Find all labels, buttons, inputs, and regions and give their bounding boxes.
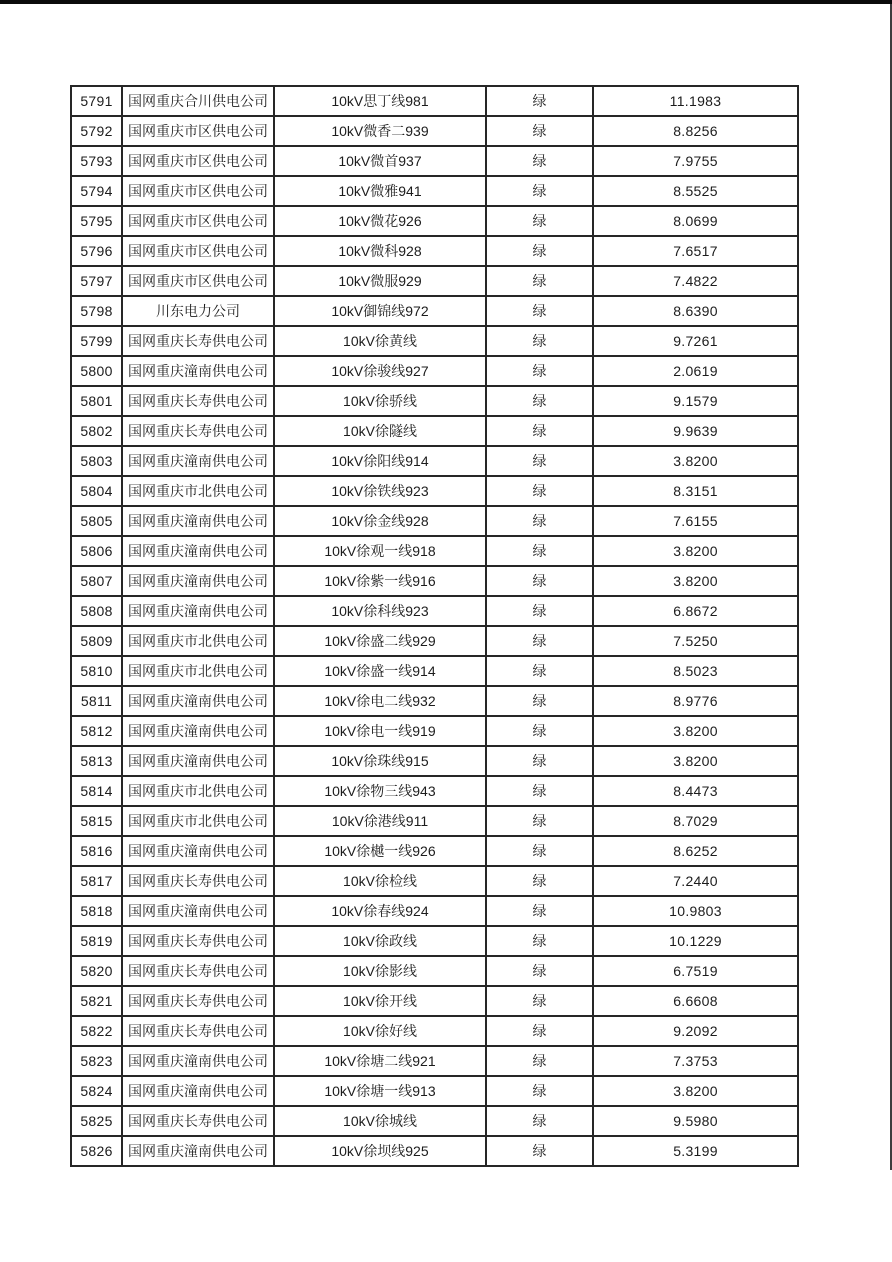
row-no-cell: 5812	[71, 716, 122, 746]
line-name-cell: 10kV徐港线911	[274, 806, 486, 836]
row-no-cell: 5805	[71, 506, 122, 536]
value-cell: 9.9639	[593, 416, 798, 446]
value-cell: 6.7519	[593, 956, 798, 986]
status-cell: 绿	[486, 656, 593, 686]
page-top-border-bar	[0, 0, 892, 4]
status-cell: 绿	[486, 1106, 593, 1136]
line-name-cell: 10kV徐骏线927	[274, 356, 486, 386]
company-cell: 国网重庆市区供电公司	[122, 176, 274, 206]
value-cell: 9.2092	[593, 1016, 798, 1046]
line-name-cell: 10kV徐紫一线916	[274, 566, 486, 596]
company-cell: 国网重庆市北供电公司	[122, 656, 274, 686]
company-cell: 国网重庆潼南供电公司	[122, 1076, 274, 1106]
status-cell: 绿	[486, 776, 593, 806]
value-cell: 8.5525	[593, 176, 798, 206]
value-cell: 2.0619	[593, 356, 798, 386]
value-cell: 8.0699	[593, 206, 798, 236]
table-row	[71, 776, 798, 806]
row-no-cell: 5800	[71, 356, 122, 386]
line-name-cell: 10kV徐樾一线926	[274, 836, 486, 866]
status-cell: 绿	[486, 626, 593, 656]
row-no-cell: 5808	[71, 596, 122, 626]
row-no-cell: 5807	[71, 566, 122, 596]
status-cell: 绿	[486, 176, 593, 206]
row-no-cell: 5797	[71, 266, 122, 296]
row-no-cell: 5803	[71, 446, 122, 476]
row-no-cell: 5817	[71, 866, 122, 896]
value-cell: 3.8200	[593, 446, 798, 476]
value-cell: 8.3151	[593, 476, 798, 506]
table-row	[71, 1046, 798, 1076]
value-cell: 8.4473	[593, 776, 798, 806]
row-no-cell: 5795	[71, 206, 122, 236]
company-cell: 国网重庆长寿供电公司	[122, 956, 274, 986]
company-cell: 国网重庆市北供电公司	[122, 806, 274, 836]
row-no-cell: 5796	[71, 236, 122, 266]
line-name-cell: 10kV徐盛一线914	[274, 656, 486, 686]
company-cell: 国网重庆市区供电公司	[122, 116, 274, 146]
line-name-cell: 10kV徐珠线915	[274, 746, 486, 776]
row-no-cell: 5792	[71, 116, 122, 146]
line-name-cell: 10kV徐政线	[274, 926, 486, 956]
row-no-cell: 5802	[71, 416, 122, 446]
company-cell: 川东电力公司	[122, 296, 274, 326]
line-name-cell: 10kV徐好线	[274, 1016, 486, 1046]
row-no-cell: 5794	[71, 176, 122, 206]
table-row	[71, 1076, 798, 1106]
row-no-cell: 5793	[71, 146, 122, 176]
company-cell: 国网重庆潼南供电公司	[122, 566, 274, 596]
table-row	[71, 806, 798, 836]
value-cell: 3.8200	[593, 566, 798, 596]
company-cell: 国网重庆潼南供电公司	[122, 536, 274, 566]
table-row	[71, 506, 798, 536]
value-cell: 7.2440	[593, 866, 798, 896]
company-cell: 国网重庆长寿供电公司	[122, 1016, 274, 1046]
value-cell: 7.5250	[593, 626, 798, 656]
value-cell: 11.1983	[593, 86, 798, 116]
row-no-cell: 5804	[71, 476, 122, 506]
status-cell: 绿	[486, 1046, 593, 1076]
table-row	[71, 866, 798, 896]
table-row	[71, 206, 798, 236]
company-cell: 国网重庆市区供电公司	[122, 146, 274, 176]
table-row	[71, 476, 798, 506]
row-no-cell: 5822	[71, 1016, 122, 1046]
table-row	[71, 176, 798, 206]
status-cell: 绿	[486, 446, 593, 476]
table-row	[71, 386, 798, 416]
table-row	[71, 716, 798, 746]
status-cell: 绿	[486, 506, 593, 536]
company-cell: 国网重庆市北供电公司	[122, 776, 274, 806]
table-row	[71, 536, 798, 566]
line-name-cell: 10kV徐塘二线921	[274, 1046, 486, 1076]
value-cell: 10.9803	[593, 896, 798, 926]
value-cell: 7.9755	[593, 146, 798, 176]
row-no-cell: 5809	[71, 626, 122, 656]
company-cell: 国网重庆长寿供电公司	[122, 926, 274, 956]
value-cell: 9.1579	[593, 386, 798, 416]
line-name-cell: 10kV微香二939	[274, 116, 486, 146]
value-cell: 8.6252	[593, 836, 798, 866]
status-cell: 绿	[486, 686, 593, 716]
status-cell: 绿	[486, 716, 593, 746]
company-cell: 国网重庆长寿供电公司	[122, 866, 274, 896]
value-cell: 7.6517	[593, 236, 798, 266]
status-cell: 绿	[486, 296, 593, 326]
company-cell: 国网重庆潼南供电公司	[122, 356, 274, 386]
table-row	[71, 1106, 798, 1136]
table-row	[71, 236, 798, 266]
row-no-cell: 5818	[71, 896, 122, 926]
company-cell: 国网重庆长寿供电公司	[122, 1106, 274, 1136]
table-row	[71, 296, 798, 326]
status-cell: 绿	[486, 146, 593, 176]
table-row	[71, 566, 798, 596]
status-cell: 绿	[486, 206, 593, 236]
value-cell: 3.8200	[593, 746, 798, 776]
company-cell: 国网重庆长寿供电公司	[122, 986, 274, 1016]
table-row	[71, 656, 798, 686]
table-row	[71, 746, 798, 776]
company-cell: 国网重庆市区供电公司	[122, 206, 274, 236]
table-row	[71, 266, 798, 296]
company-cell: 国网重庆潼南供电公司	[122, 506, 274, 536]
line-name-cell: 10kV徐开线	[274, 986, 486, 1016]
company-cell: 国网重庆潼南供电公司	[122, 1136, 274, 1166]
status-cell: 绿	[486, 836, 593, 866]
table-row	[71, 596, 798, 626]
value-cell: 8.5023	[593, 656, 798, 686]
company-cell: 国网重庆潼南供电公司	[122, 746, 274, 776]
row-no-cell: 5806	[71, 536, 122, 566]
company-cell: 国网重庆潼南供电公司	[122, 836, 274, 866]
line-name-cell: 10kV徐影线	[274, 956, 486, 986]
row-no-cell: 5824	[71, 1076, 122, 1106]
line-name-cell: 10kV徐黄线	[274, 326, 486, 356]
value-cell: 3.8200	[593, 1076, 798, 1106]
status-cell: 绿	[486, 866, 593, 896]
company-cell: 国网重庆长寿供电公司	[122, 326, 274, 356]
table-row	[71, 686, 798, 716]
status-cell: 绿	[486, 356, 593, 386]
status-cell: 绿	[486, 806, 593, 836]
line-name-cell: 10kV徐塘一线913	[274, 1076, 486, 1106]
row-no-cell: 5819	[71, 926, 122, 956]
company-cell: 国网重庆潼南供电公司	[122, 446, 274, 476]
table-row	[71, 86, 798, 116]
status-cell: 绿	[486, 986, 593, 1016]
row-no-cell: 5821	[71, 986, 122, 1016]
status-cell: 绿	[486, 266, 593, 296]
value-cell: 3.8200	[593, 716, 798, 746]
table-row	[71, 1016, 798, 1046]
status-cell: 绿	[486, 236, 593, 266]
line-name-cell: 10kV徐观一线918	[274, 536, 486, 566]
status-cell: 绿	[486, 86, 593, 116]
status-cell: 绿	[486, 1136, 593, 1166]
line-name-cell: 10kV徐春线924	[274, 896, 486, 926]
row-no-cell: 5814	[71, 776, 122, 806]
company-cell: 国网重庆市区供电公司	[122, 236, 274, 266]
table-row	[71, 1136, 798, 1166]
table-row	[71, 146, 798, 176]
table-row	[71, 896, 798, 926]
line-name-cell: 10kV徐铁线923	[274, 476, 486, 506]
status-cell: 绿	[486, 596, 593, 626]
value-cell: 8.7029	[593, 806, 798, 836]
status-cell: 绿	[486, 956, 593, 986]
status-cell: 绿	[486, 566, 593, 596]
line-name-cell: 10kV微首937	[274, 146, 486, 176]
value-cell: 3.8200	[593, 536, 798, 566]
line-name-cell: 10kV徐物三线943	[274, 776, 486, 806]
table-row	[71, 326, 798, 356]
status-cell: 绿	[486, 1016, 593, 1046]
value-cell: 8.6390	[593, 296, 798, 326]
status-cell: 绿	[486, 416, 593, 446]
status-cell: 绿	[486, 536, 593, 566]
company-cell: 国网重庆市区供电公司	[122, 266, 274, 296]
value-cell: 9.5980	[593, 1106, 798, 1136]
company-cell: 国网重庆长寿供电公司	[122, 416, 274, 446]
company-cell: 国网重庆潼南供电公司	[122, 596, 274, 626]
row-no-cell: 5826	[71, 1136, 122, 1166]
value-cell: 6.6608	[593, 986, 798, 1016]
line-name-cell: 10kV御锦线972	[274, 296, 486, 326]
value-cell: 10.1229	[593, 926, 798, 956]
company-cell: 国网重庆合川供电公司	[122, 86, 274, 116]
value-cell: 7.3753	[593, 1046, 798, 1076]
line-name-cell: 10kV徐电二线932	[274, 686, 486, 716]
line-name-cell: 10kV思丁线981	[274, 86, 486, 116]
line-name-cell: 10kV徐电一线919	[274, 716, 486, 746]
line-name-cell: 10kV徐盛二线929	[274, 626, 486, 656]
row-no-cell: 5820	[71, 956, 122, 986]
company-cell: 国网重庆潼南供电公司	[122, 1046, 274, 1076]
line-name-cell: 10kV徐骄线	[274, 386, 486, 416]
status-cell: 绿	[486, 746, 593, 776]
company-cell: 国网重庆潼南供电公司	[122, 896, 274, 926]
line-name-cell: 10kV徐隧线	[274, 416, 486, 446]
row-no-cell: 5801	[71, 386, 122, 416]
line-name-cell: 10kV徐科线923	[274, 596, 486, 626]
line-name-cell: 10kV徐金线928	[274, 506, 486, 536]
status-cell: 绿	[486, 1076, 593, 1106]
value-cell: 7.6155	[593, 506, 798, 536]
table-row	[71, 446, 798, 476]
company-cell: 国网重庆市北供电公司	[122, 476, 274, 506]
line-name-cell: 10kV微科928	[274, 236, 486, 266]
table-row	[71, 926, 798, 956]
value-cell: 5.3199	[593, 1136, 798, 1166]
row-no-cell: 5798	[71, 296, 122, 326]
table-row	[71, 626, 798, 656]
line-name-cell: 10kV徐检线	[274, 866, 486, 896]
status-cell: 绿	[486, 116, 593, 146]
line-name-cell: 10kV徐坝线925	[274, 1136, 486, 1166]
row-no-cell: 5816	[71, 836, 122, 866]
line-name-cell: 10kV徐城线	[274, 1106, 486, 1136]
line-name-cell: 10kV微雅941	[274, 176, 486, 206]
table-row	[71, 116, 798, 146]
value-cell: 6.8672	[593, 596, 798, 626]
value-cell: 7.4822	[593, 266, 798, 296]
row-no-cell: 5815	[71, 806, 122, 836]
value-cell: 8.9776	[593, 686, 798, 716]
power-line-table	[70, 85, 799, 1167]
row-no-cell: 5813	[71, 746, 122, 776]
table-row	[71, 836, 798, 866]
table-row	[71, 416, 798, 446]
table-row	[71, 356, 798, 386]
status-cell: 绿	[486, 326, 593, 356]
row-no-cell: 5811	[71, 686, 122, 716]
company-cell: 国网重庆市北供电公司	[122, 626, 274, 656]
table-row	[71, 956, 798, 986]
status-cell: 绿	[486, 896, 593, 926]
line-name-cell: 10kV微服929	[274, 266, 486, 296]
table-row	[71, 986, 798, 1016]
line-name-cell: 10kV微花926	[274, 206, 486, 236]
company-cell: 国网重庆潼南供电公司	[122, 716, 274, 746]
value-cell: 9.7261	[593, 326, 798, 356]
row-no-cell: 5810	[71, 656, 122, 686]
row-no-cell: 5791	[71, 86, 122, 116]
line-name-cell: 10kV徐阳线914	[274, 446, 486, 476]
row-no-cell: 5823	[71, 1046, 122, 1076]
row-no-cell: 5799	[71, 326, 122, 356]
row-no-cell: 5825	[71, 1106, 122, 1136]
company-cell: 国网重庆潼南供电公司	[122, 686, 274, 716]
company-cell: 国网重庆长寿供电公司	[122, 386, 274, 416]
status-cell: 绿	[486, 386, 593, 416]
value-cell: 8.8256	[593, 116, 798, 146]
table-body	[71, 86, 798, 1166]
status-cell: 绿	[486, 476, 593, 506]
status-cell: 绿	[486, 926, 593, 956]
